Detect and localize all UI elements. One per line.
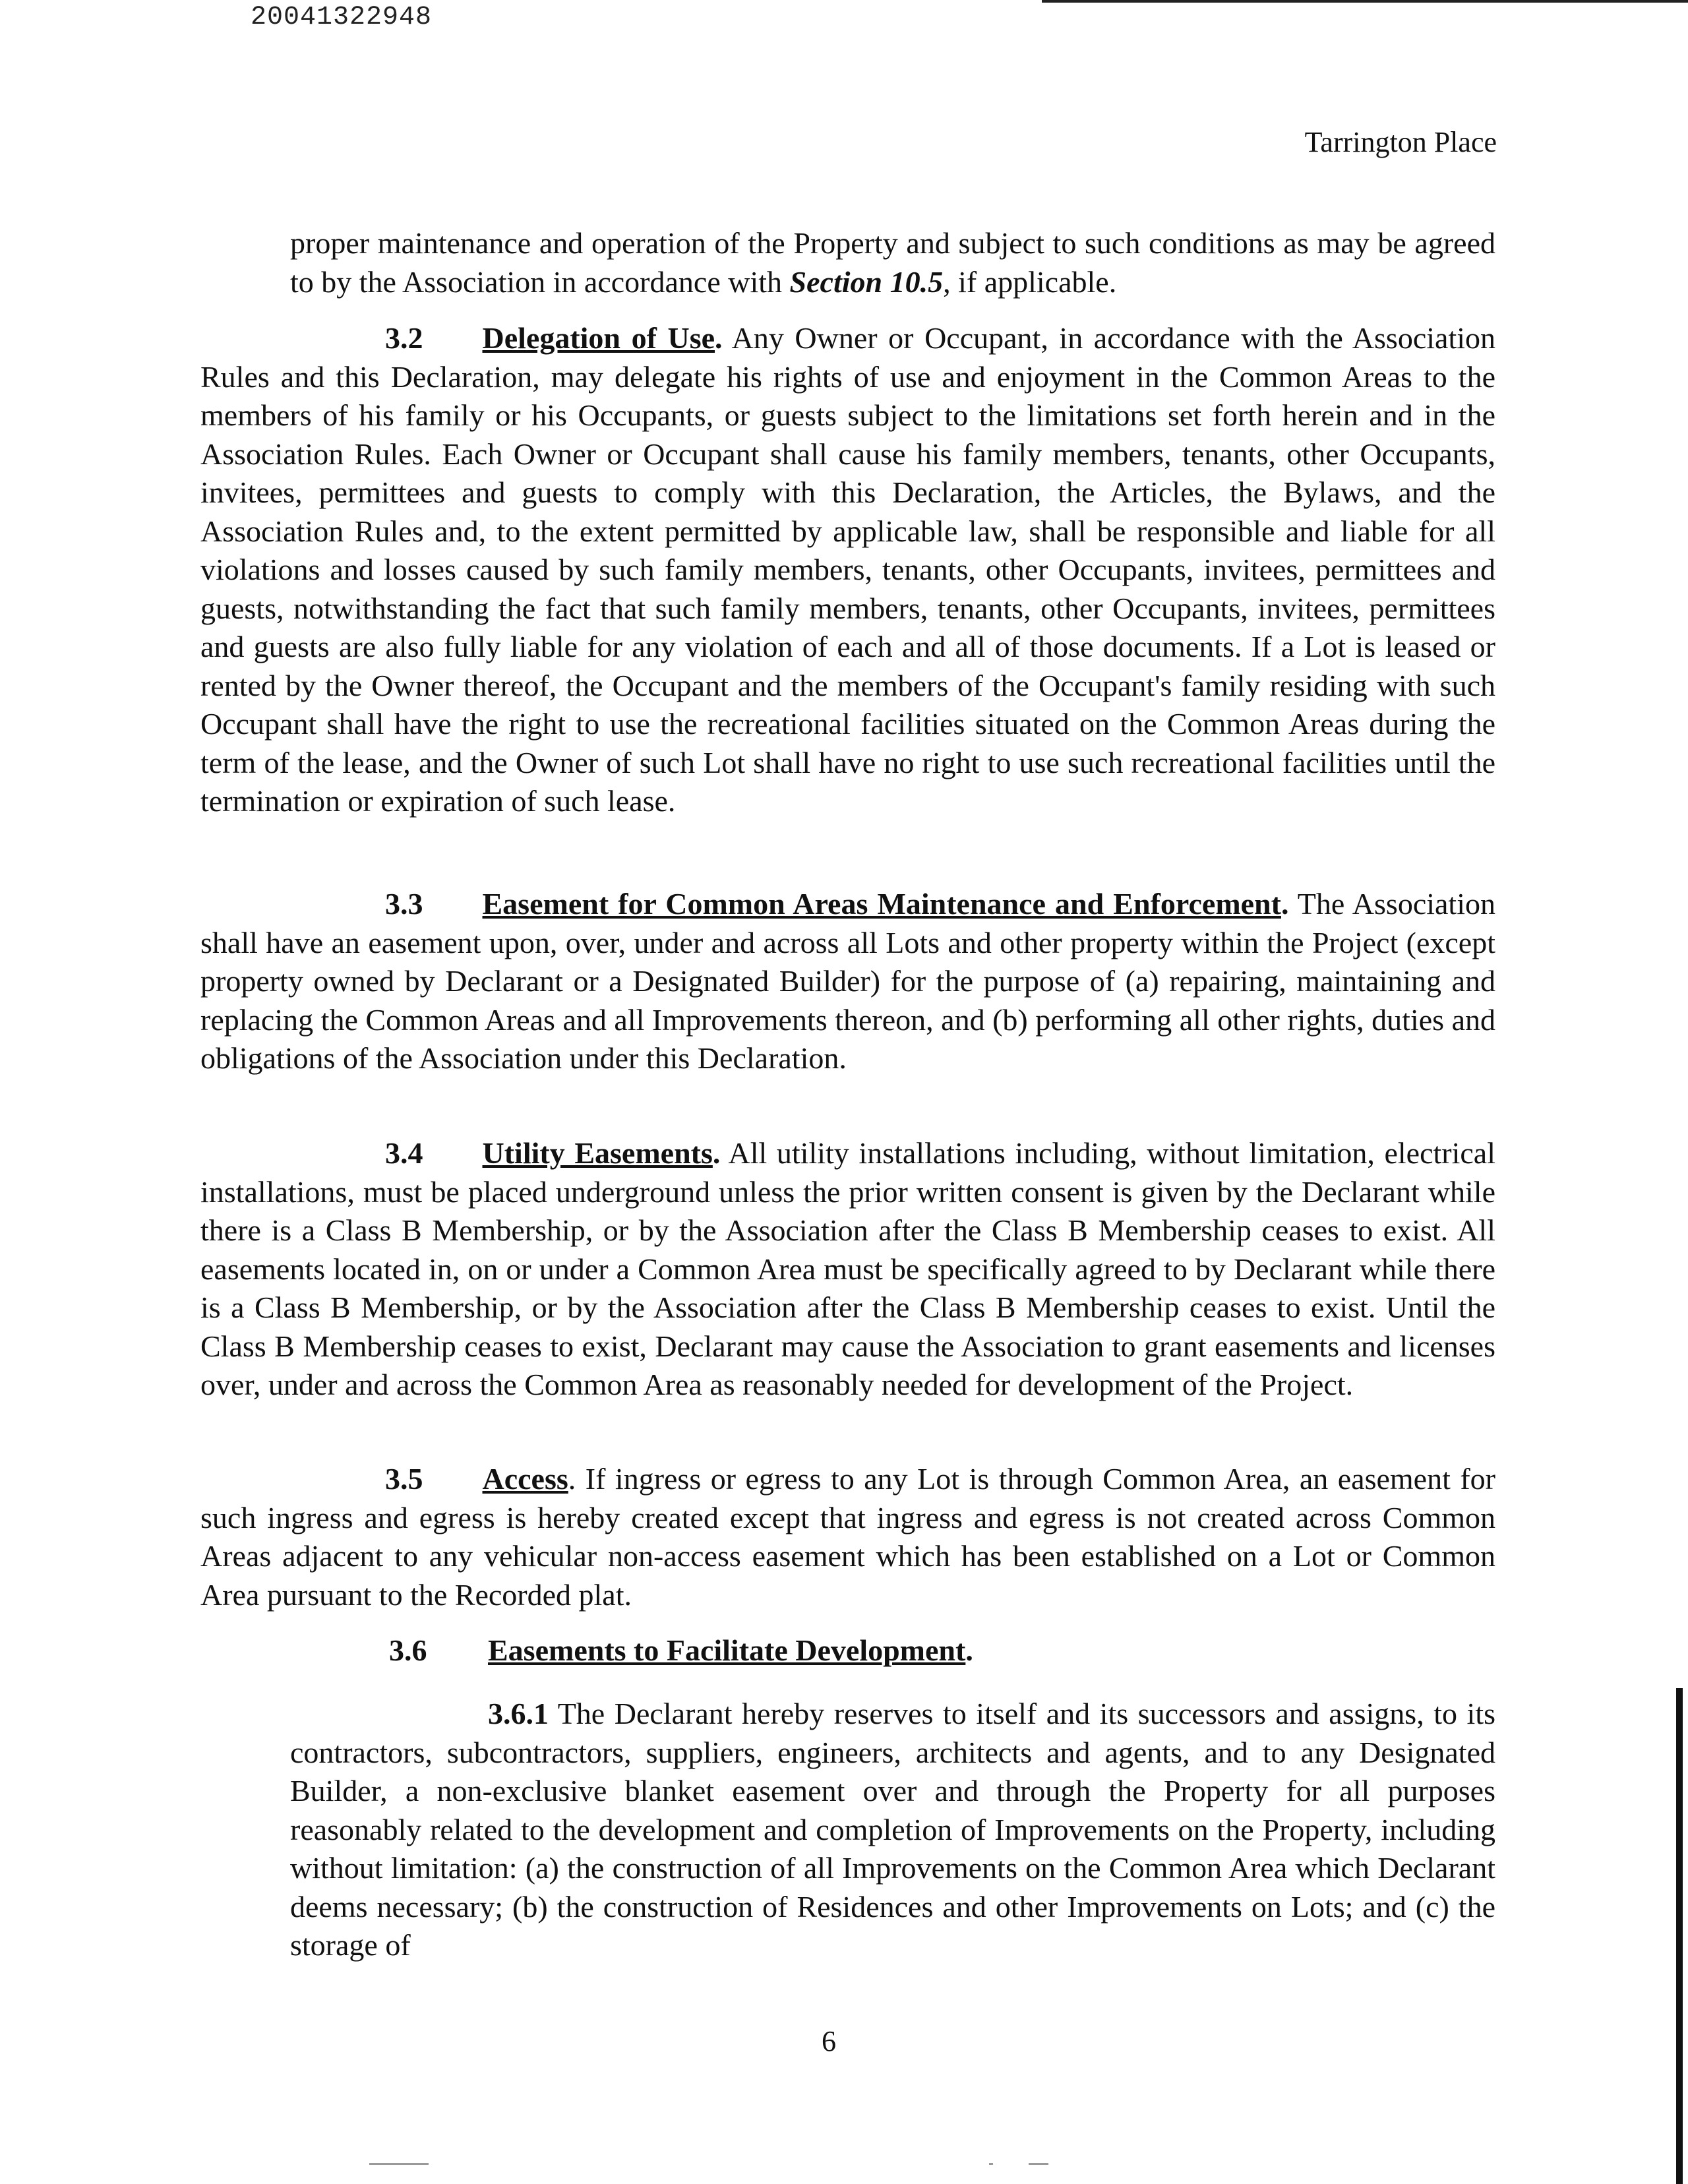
intro-text-before: proper maintenance and operation of the Property and subject to such conditions as may be agreed to by the Association in accordance with bbox=[290, 226, 1495, 299]
right-scan-edge bbox=[1676, 1688, 1683, 2184]
intro-text-after: , if applicable. bbox=[943, 264, 1117, 299]
section-3-3-body: The Association shall have an easement upon, over, under and across all Lots and other property within the Project (except property owned by Declarant or a Designated Builder) for the purpose of (a) repairing, maintaining and replacing the Common Areas and all Improvements thereon, and (b) performing all other rights, duties and obligations of the Association under this Declaration. bbox=[200, 887, 1495, 1075]
page-number: 6 bbox=[822, 2025, 836, 2057]
scan-artifact bbox=[369, 2163, 429, 2165]
section-3-4-paragraph: 3.4 Utility Easements. All utility installations including, without limitation, electrical installations, must be placed underground unless the prior written consent is given by the Declarant while there is a Class B Membership, or by the Association after the Class B Membership ceases to exist. All easements located in, on or under a Common Area must be specifically agreed to by Declarant while there is a Class B Membership, or by the Association after the Class B Membership ceases to exist. Until the Class B Membership ceases to exist, Declarant may cause the Association to grant easements and licenses over, under and across the Common Area as reasonably needed for development of the Project. bbox=[200, 1136, 1495, 1401]
section-3-5-heading: Access bbox=[482, 1462, 568, 1496]
section-3-6-1-body: The Declarant hereby reserves to itself and its successors and assigns, to its contractors, subcontractors, suppliers, engineers, architects and agents, and to any Designated Builder, a non-exclusive blanket easement over and through the Property for all purposes reasonably related to the development and completion of Improvements on the Property, including without limitation: (a) the construction of all Improvements on the Common Area which Declarant deems necessary; (b) the construction of Residences and other Improvements on Lots; and (c) the storage of bbox=[290, 1697, 1496, 1962]
section-reference: Section 10.5 bbox=[789, 264, 944, 299]
section-3-2-paragraph: 3.2 Delegation of Use. Any Owner or Occupant, in accordance with the Association Rules and this Declaration, may delegate his rights of use and enjoyment in the Common Areas to the members of his family or his Occupants, or guests subject to the limitations set forth herein and in the Association Rules. Each Owner or Occupant shall cause his family members, tenants, other Occupants, invitees, permittees and guests to comply with this Declaration, the Articles, the Bylaws, and the Association Rules and, to the extent permitted by applicable law, shall be responsible and liable for all violations and losses caused by such family members, tenants, other Occupants, invitees, permittees and guests, notwithstanding the fact that such family members, tenants, other Occupants, invitees, permittees and guests are also fully liable for any violation of each and all of those documents. If a Lot is leased or rented by the Owner thereof, the Occupant and the members of the Occupant's family residing with such Occupant shall have the right to use the recreational facilities situated on the Common Areas during the term of the lease, and the Owner of such Lot shall have no right to use such recreational facilities until the termination or expiration of such lease. bbox=[200, 321, 1496, 818]
section-3-6-heading-line: 3.6 Easements to Facilitate Development. bbox=[389, 1631, 1064, 1670]
section-3-6-number: 3.6 bbox=[389, 1633, 427, 1667]
section-3-5-body: If ingress or egress to any Lot is through Common Area, an easement for such ingress and egress is hereby created except that ingress and egress is not created across Common Areas adjacent to any vehicular non-access easement which has been established on a Lot or Common Area pursuant to the Recorded plat. bbox=[200, 1462, 1495, 1612]
section-3-6-1-paragraph bbox=[290, 1695, 1495, 1965]
section-3-4-number: 3.4 bbox=[385, 1136, 423, 1170]
intro-paragraph bbox=[290, 224, 1495, 301]
section-3-3-heading: Easement for Common Areas Maintenance and Enforcement bbox=[482, 887, 1281, 921]
section-3-5-paragraph: 3.5 Access. If ingress or egress to any Lot is through Common Area, an easement for such ingress and egress is hereby created except that ingress and egress is not created across Common Areas adjacent to any vehicular non-access easement which has been established on a Lot or Common Area pursuant to the Recorded plat. bbox=[200, 1462, 1495, 1612]
section-3-3-number: 3.3 bbox=[385, 887, 423, 921]
header-title: Tarrington Place bbox=[1304, 126, 1497, 158]
top-scan-rule bbox=[1042, 0, 1688, 3]
section-3-4-body: All utility installations including, without limitation, electrical installations, must be placed underground unless the prior written consent is given by the Declarant while there is a Class B Membership, or by the Association after the Class B Membership ceases to exist. All easements located in, on or under a Common Area must be specifically agreed to by Declarant while there is a Class B Membership, or by the Association after the Class B Membership ceases to exist. Until the Class B Membership ceases to exist, Declarant may cause the Association to grant easements and licenses over, under and across the Common Area as reasonably needed for development of the Project. bbox=[200, 1136, 1495, 1401]
section-3-2-heading: Delegation of Use bbox=[482, 321, 715, 355]
section-3-6-heading: Easements to Facilitate Development bbox=[488, 1633, 966, 1667]
scan-artifact bbox=[1029, 2163, 1048, 2165]
scan-artifact bbox=[989, 2163, 993, 2165]
section-3-2-body: Any Owner or Occupant, in accordance with the Association Rules and this Declaration, may delegate his rights of use and enjoyment in the Common Areas to the members of his family or his Occupants, or guests subject to the limitations set forth herein and in the Association Rules. Each Owner or Occupant shall cause his family members, tenants, other Occupants, invitees, permittees and guests to comply with this Declaration, the Articles, the Bylaws, and the Association Rules and, to the extent permitted by applicable law, shall be responsible and liable for all violations and losses caused by such family members, tenants, other Occupants, invitees, permittees and guests, notwithstanding the fact that such family members, tenants, other Occupants, invitees, permittees and guests are also fully liable for any violation of each and all of those documents. If a Lot is leased or rented by the Owner thereof, the Occupant and the members of the Occupant's family residing with such Occupant shall have the right to use the recreational facilities situated on the Common Areas during the term of the lease, and the Owner of such Lot shall have no right to use such recreational facilities until the termination or expiration of such lease. bbox=[200, 321, 1496, 818]
section-3-6-1-number: 3.6.1 bbox=[488, 1697, 549, 1730]
section-3-2-number: 3.2 bbox=[385, 321, 423, 355]
document-number: 20041322948 bbox=[251, 3, 433, 32]
section-3-4-heading: Utility Easements bbox=[482, 1136, 713, 1170]
section-3-5-number: 3.5 bbox=[385, 1462, 423, 1496]
section-3-3-paragraph: 3.3 Easement for Common Areas Maintenance and Enforcement. The Association shall have an easement upon, over, under and across all Lots and other property within the Project (except property owned by Declarant or a Designated Builder) for the purpose of (a) repairing, maintaining and replacing the Common Areas and all Improvements thereon, and (b) performing all other rights, duties and obligations of the Association under this Declaration. bbox=[200, 887, 1495, 1075]
